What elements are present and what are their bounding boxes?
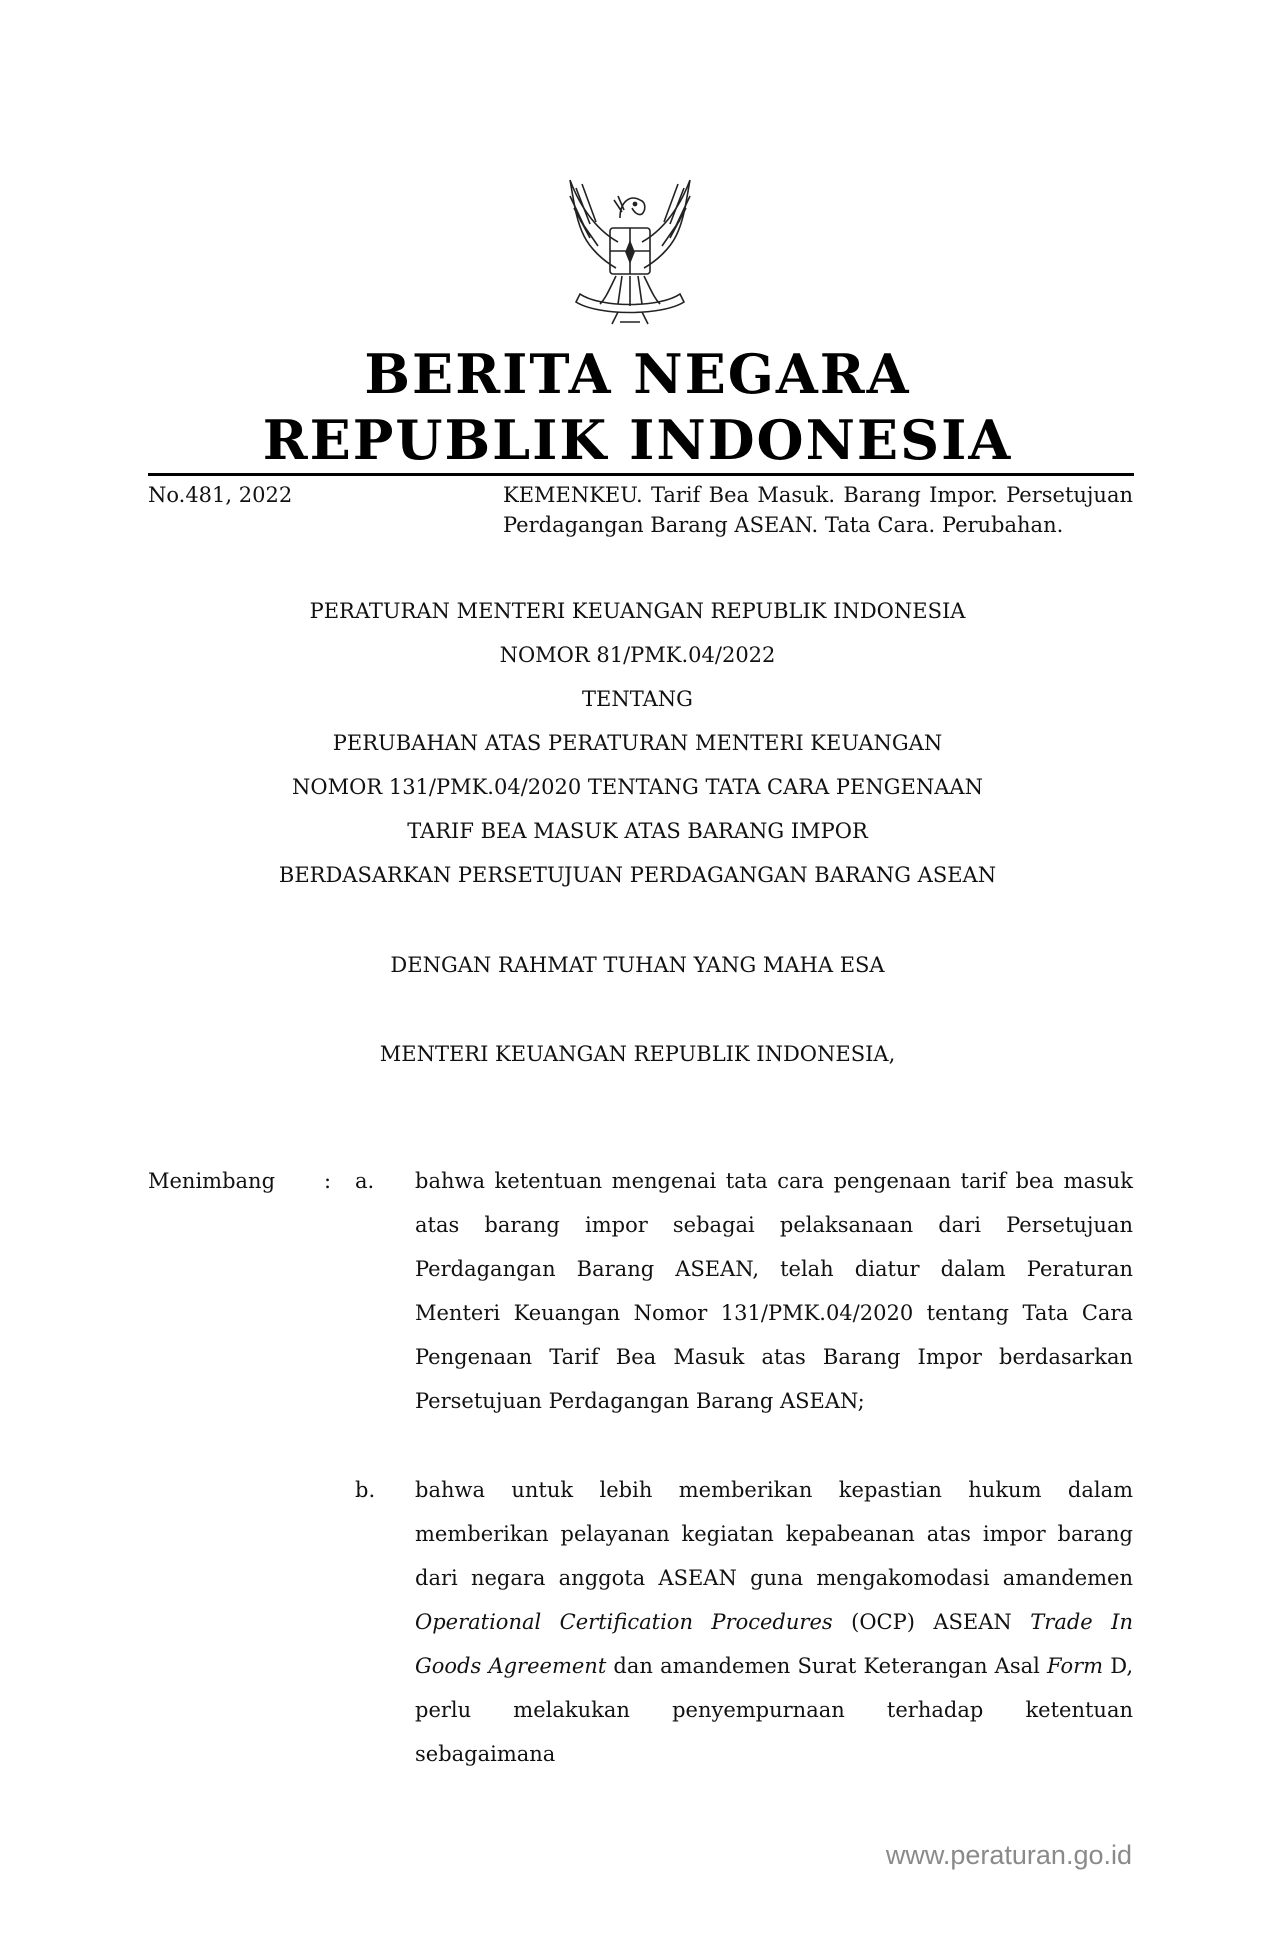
item-b-italic2: Trade In Goods Agreement — [415, 1610, 1134, 1678]
item-b-text — [415, 1468, 1133, 1776]
footer-website-link[interactable]: www.peraturan.go.id — [885, 1840, 1132, 1870]
gazette-number: No.481, 2022 — [148, 483, 293, 507]
item-b-part3: dan amandemen Surat Keterangan Asal — [606, 1654, 1048, 1678]
invocation: DENGAN RAHMAT TUHAN YANG MAHA ESA — [390, 953, 885, 977]
regulation-title: PERATURAN MENTERI KEUANGAN REPUBLIK INDONESIA — [309, 599, 966, 623]
item-b-letter: b. — [355, 1478, 376, 1502]
regulation-subject-line4: BERDASARKAN PERSETUJUAN PERDAGANGAN BARANG ASEAN — [278, 863, 997, 887]
menimbang-label: Menimbang — [148, 1169, 276, 1193]
item-a-letter: a. — [355, 1169, 375, 1193]
item-a-text: bahwa ketentuan mengenai tata cara pengenaan tarif bea masuk atas barang impor sebagai pelaksanaan dari Persetujuan Perdagangan Barang ASEAN, telah diatur dalam Peraturan Menteri Keuangan Nomor 131/PMK.04/2020 tentang Tata Cara Pengenaan Tarif Bea Masuk atas Barang Impor berdasarkan Persetujuan Perdagangan Barang ASEAN; — [415, 1169, 1133, 1413]
item-b-part1: bahwa untuk lebih memberikan kepastian hukum dalam memberikan pelayanan kegiatan kepabeanan atas impor barang dari negara anggota ASEAN guna mengakomodasi amandemen — [415, 1478, 1133, 1590]
garuda-emblem-icon — [550, 172, 710, 332]
header-divider — [148, 473, 1134, 476]
regulation-tentang: TENTANG — [582, 687, 693, 711]
minister-heading: MENTERI KEUANGAN REPUBLIK INDONESIA, — [379, 1042, 896, 1066]
item-b-part2: (OCP) ASEAN — [832, 1610, 1031, 1634]
gazette-title-line1: BERITA NEGARA — [364, 342, 911, 406]
regulation-number: NOMOR 81/PMK.04/2022 — [499, 643, 776, 667]
regulation-subject-line3: TARIF BEA MASUK ATAS BARANG IMPOR — [407, 819, 868, 843]
gazette-title-line2: REPUBLIK INDONESIA — [262, 408, 1013, 472]
gazette-subject: KEMENKEU. Tarif Bea Masuk. Barang Impor. Persetujuan Perdagangan Barang ASEAN. Tata Cara. Perubahan. — [503, 483, 1133, 537]
regulation-subject-line1: PERUBAHAN ATAS PERATURAN MENTERI KEUANGAN — [332, 731, 943, 755]
regulation-subject-line2: NOMOR 131/PMK.04/2020 TENTANG TATA CARA PENGENAAN — [292, 775, 983, 799]
item-b-part4: D, perlu melakukan penyempurnaan terhadap ketentuan sebagaimana — [415, 1654, 1133, 1766]
item-b-italic1: Operational Certification Procedures — [415, 1610, 833, 1634]
menimbang-colon: : — [324, 1169, 332, 1193]
item-b-italic3: Form — [1047, 1654, 1104, 1678]
